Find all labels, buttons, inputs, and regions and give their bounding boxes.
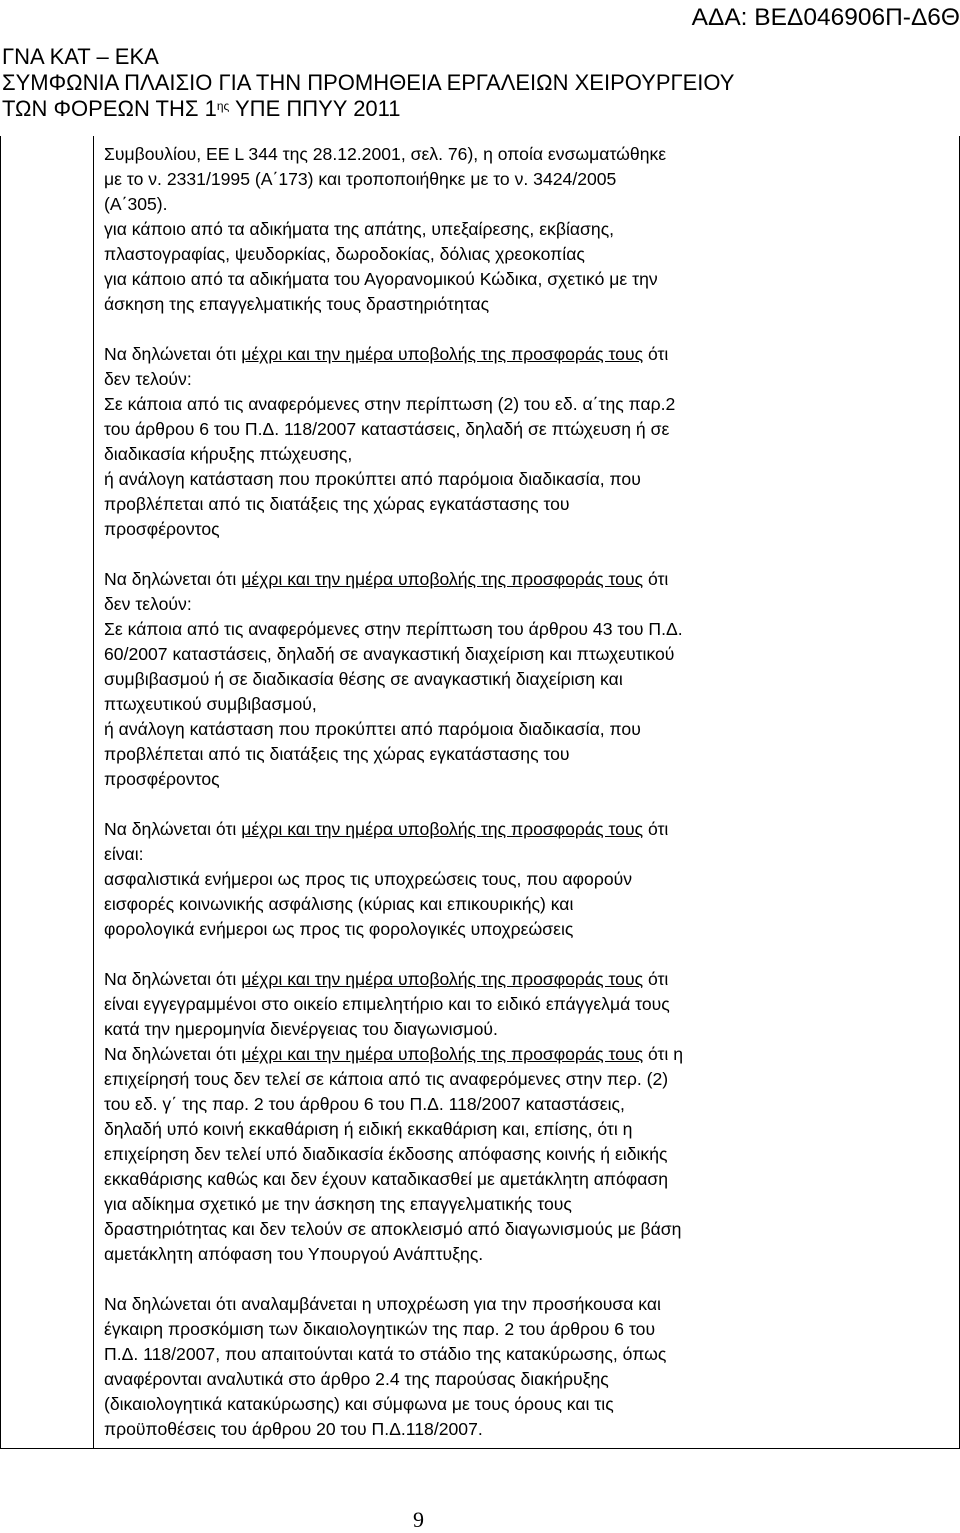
text-line: είναι εγγεγραμμένοι στο οικείο επιμελητήριο και το ειδικό επάγγελμά τους <box>104 994 670 1014</box>
text-line: προσφέροντος <box>104 769 220 789</box>
text-line: προβλέπεται από τις διατάξεις της χώρας εγκατάστασης του <box>104 494 570 514</box>
declaration-prefix: Να δηλώνεται ότι <box>104 1044 242 1064</box>
text-line: (δικαιολογητικά κατακύρωσης) και σύμφωνα με τους όρους και τις <box>104 1394 614 1414</box>
text-line: κατά την ημερομηνία διενέργειας του διαγωνισμού. <box>104 1019 498 1039</box>
declaration-prefix: Να δηλώνεται ότι <box>104 969 242 989</box>
text-line: επιχείρηση δεν τελεί υπό διαδικασία έκδοσης απόφασης κοινής ή ειδικής <box>104 1144 668 1164</box>
declaration-suffix: ότι <box>643 819 669 839</box>
text-line: για αδίκημα σχετικό με την άσκηση της επαγγελματικής τους <box>104 1194 572 1214</box>
declaration-suffix: ότι <box>643 569 669 589</box>
text-line: εισφορές κοινωνικής ασφάλισης (κύριας και επικουρικής) και <box>104 894 574 914</box>
document-header <box>2 44 734 122</box>
declaration-line <box>104 967 804 992</box>
header-line-3-start: ΤΩΝ ΦΟΡΕΩΝ ΤΗΣ 1 <box>2 96 217 121</box>
declaration-prefix: Να δηλώνεται ότι <box>104 819 242 839</box>
header-line-1: ΓΝΑ ΚΑΤ – ΕΚΑ <box>2 44 159 69</box>
declaration-line <box>104 567 804 592</box>
text-line: δραστηριότητας και δεν τελούν σε αποκλεισμό από διαγωνισμούς με βάση <box>104 1219 682 1239</box>
declaration-suffix: ότι η <box>643 1044 684 1064</box>
text-line: δεν τελούν: <box>104 594 192 614</box>
text-line: συμβιβασμού ή σε διαδικασία θέσης σε αναγκαστική διαχείριση και <box>104 669 623 689</box>
paragraph-gap <box>104 1267 804 1292</box>
declaration-prefix: Να δηλώνεται ότι <box>104 344 242 364</box>
declaration-suffix: ότι <box>643 969 669 989</box>
text-line: (Α΄305). <box>104 194 168 214</box>
declaration-underlined: μέχρι και την ημέρα υποβολής της προσφοράς τους <box>241 819 644 839</box>
text-line: του εδ. γ΄ της παρ. 2 του άρθρου 6 του Π.Δ. 118/2007 καταστάσεις, <box>104 1094 625 1114</box>
text-line: ασφαλιστικά ενήμεροι ως προς τις υποχρεώσεις τους, που αφορούν <box>104 869 633 889</box>
text-line: Π.Δ. 118/2007, που απαιτούνται κατά το στάδιο της κατακύρωσης, όπως <box>104 1344 667 1364</box>
declaration-line <box>104 1042 804 1067</box>
text-line: εκκαθάρισης καθώς και δεν έχουν καταδικασθεί με αμετάκλητη απόφαση <box>104 1169 669 1189</box>
text-line: πτωχευτικού συμβιβασμού, <box>104 694 317 714</box>
text-line: Σε κάποια από τις αναφερόμενες στην περίπτωση του άρθρου 43 του Π.Δ. <box>104 619 683 639</box>
table-column-divider <box>93 136 94 1448</box>
page-number: 9 <box>413 1507 424 1532</box>
text-line: ή ανάλογη κατάσταση που προκύπτει από παρόμοια διαδικασία, που <box>104 469 641 489</box>
header-line-2: ΣΥΜΦΩΝΙΑ ΠΛΑΙΣΙΟ ΓΙΑ ΤΗΝ ΠΡΟΜΗΘΕΙΑ ΕΡΓΑΛΕΙΩΝ ΧΕΙΡΟΥΡΓΕΙΟΥ <box>2 70 735 95</box>
declaration-underlined: μέχρι και την ημέρα υποβολής της προσφοράς τους <box>241 969 644 989</box>
header-line-3-end: ΥΠΕ ΠΠΥΥ 2011 <box>229 96 401 121</box>
declaration-line <box>104 817 804 842</box>
text-line: φορολογικά ενήμεροι ως προς τις φορολογικές υποχρεώσεις <box>104 919 574 939</box>
text-line: προϋποθέσεις του άρθρου 20 του Π.Δ.118/2007. <box>104 1419 483 1439</box>
text-line: επιχείρησή τους δεν τελεί σε κάποια από τις αναφερόμενες στην περ. (2) <box>104 1069 669 1089</box>
text-line: με το ν. 2331/1995 (Α΄173) και τροποποιήθηκε με το ν. 3424/2005 <box>104 169 617 189</box>
text-line: Συμβουλίου, ΕΕ L 344 της 28.12.2001, σελ. 76), η οποία ενσωματώθηκε <box>104 144 667 164</box>
declaration-underlined: μέχρι και την ημέρα υποβολής της προσφοράς τους <box>241 1044 644 1064</box>
text-line: προβλέπεται από τις διατάξεις της χώρας εγκατάστασης του <box>104 744 570 764</box>
declaration-underlined: μέχρι και την ημέρα υποβολής της προσφοράς τους <box>241 344 644 364</box>
paragraph-gap <box>104 942 804 967</box>
text-line: δηλαδή υπό κοινή εκκαθάριση ή ειδική εκκαθάριση και, επίσης, ότι η <box>104 1119 633 1139</box>
text-line: 60/2007 καταστάσεις, δηλαδή σε αναγκαστική διαχείριση και πτωχευτικού <box>104 644 675 664</box>
paragraph-gap <box>104 792 804 817</box>
header-line-3 <box>2 96 734 122</box>
paragraph-gap <box>104 542 804 567</box>
text-line: Σε κάποια από τις αναφερόμενες στην περίπτωση (2) του εδ. α΄της παρ.2 <box>104 394 676 414</box>
header-superscript: ης <box>216 99 230 113</box>
text-line: για κάποιο από τα αδικήματα της απάτης, υπεξαίρεσης, εκβίασης, <box>104 219 615 239</box>
text-line: δεν τελούν: <box>104 369 192 389</box>
declaration-suffix: ότι <box>643 344 669 364</box>
text-line: έγκαιρη προσκόμιση των δικαιολογητικών της παρ. 2 του άρθρου 6 του <box>104 1319 656 1339</box>
declaration-line <box>104 342 804 367</box>
text-line: αμετάκλητη απόφαση του Υπουργού Ανάπτυξης. <box>104 1244 484 1264</box>
text-line: Να δηλώνεται ότι αναλαμβάνεται η υποχρέωση για την προσήκουσα και <box>104 1294 661 1314</box>
text-line: άσκηση της επαγγελματικής τους δραστηριότητας <box>104 294 490 314</box>
ada-code: ΑΔΑ: ΒΕΔ046906Π-Δ6Θ <box>691 4 960 31</box>
text-line: διαδικασία κήρυξης πτώχευσης, <box>104 444 353 464</box>
table-content-cell <box>104 142 804 1442</box>
declaration-prefix: Να δηλώνεται ότι <box>104 569 242 589</box>
text-line: είναι: <box>104 844 144 864</box>
text-line: για κάποιο από τα αδικήματα του Αγορανομικού Κώδικα, σχετικό με την <box>104 269 658 289</box>
text-line: πλαστογραφίας, ψευδορκίας, δωροδοκίας, δόλιας χρεοκοπίας <box>104 244 585 264</box>
text-line: προσφέροντος <box>104 519 220 539</box>
text-line: αναφέρονται αναλυτικά στο άρθρο 2.4 της παρούσας διακήρυξης <box>104 1369 609 1389</box>
text-line: του άρθρου 6 του Π.Δ. 118/2007 καταστάσεις, δηλαδή σε πτώχευση ή σε <box>104 419 670 439</box>
text-line: ή ανάλογη κατάσταση που προκύπτει από παρόμοια διαδικασία, που <box>104 719 641 739</box>
declaration-underlined: μέχρι και την ημέρα υποβολής της προσφοράς τους <box>241 569 644 589</box>
paragraph-gap <box>104 317 804 342</box>
